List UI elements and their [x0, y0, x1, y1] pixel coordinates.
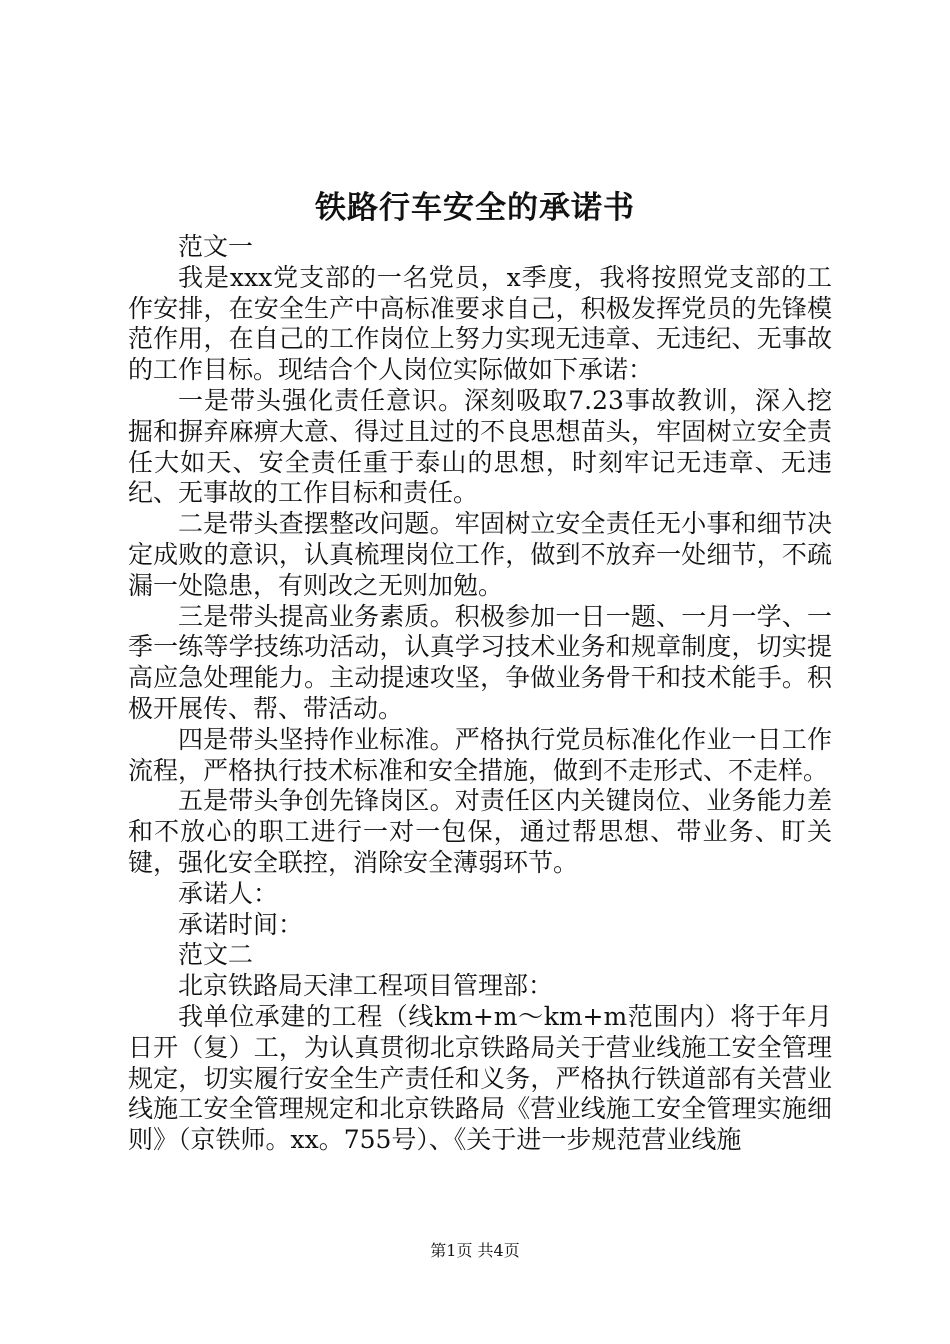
paragraph-pledge-2: 二是带头查摆整改问题。牢固树立安全责任无小事和细节决定成败的意识，认真梳理岗位工作，做到不放弃一处细节，不疏漏一处隐患，有则改之无则加勉。: [128, 509, 832, 600]
addressee: 北京铁路局天津工程项目管理部：: [178, 971, 554, 1001]
document-body: [128, 232, 832, 1156]
paragraph-pledge-4: 四是带头坚持作业标准。严格执行党员标准化作业一日工作流程，严格执行技术标准和安全措施，做到不走形式、不走样。: [128, 724, 832, 785]
paragraph-fanwen-2-body: 我单位承建的工程（线km+m～km+m范围内）将于年月日开（复）工，为认真贯彻北京铁路局关于营业线施工安全管理规定，切实履行安全生产责任和义务，严格执行铁道部有关营业线施工安全管理规定和北京铁路局《营业线施工安全管理实施细则》（京铁师。xx。755号）、《关于进一步规范营业线施: [128, 1001, 832, 1155]
pledge-date-label: 承诺时间：: [178, 909, 304, 939]
document-title: 铁路行车安全的承诺书: [315, 190, 635, 226]
paragraph-pledge-1: 一是带头强化责任意识。深刻吸取7.23事故教训，深入挖掘和摒弃麻痹大意、得过且过的不良思想苗头，牢固树立安全责任大如天、安全责任重于泰山的思想，时刻牢记无违章、无违纪、无事故的工作目标和责任。: [128, 385, 832, 508]
section-heading-fanwen-1: 范文一: [178, 232, 254, 261]
section-heading-fanwen-2: 范文二: [178, 940, 254, 970]
page-footer: 第1页 共4页: [430, 1241, 520, 1260]
paragraph-pledge-5: 五是带头争创先锋岗区。对责任区内关键岗位、业务能力差和不放心的职工进行一对一包保，通过帮思想、带业务、盯关键，强化安全联控，消除安全薄弱环节。: [128, 786, 832, 877]
signatory-label: 承诺人：: [178, 878, 279, 908]
paragraph-intro: 我是xxx党支部的一名党员，x季度，我将按照党支部的工作安排，在安全生产中高标准要求自己，积极发挥党员的先锋模范作用，在自己的工作岗位上努力实现无违章、无违纪、无事故的工作目标。现结合个人岗位实际做如下承诺：: [128, 262, 832, 385]
paragraph-pledge-3: 三是带头提高业务素质。积极参加一日一题、一月一学、一季一练等学技练功活动，认真学习技术业务和规章制度，切实提高应急处理能力。主动提速攻坚，争做业务骨干和技术能手。积极开展传、帮、带活动。: [128, 601, 832, 723]
